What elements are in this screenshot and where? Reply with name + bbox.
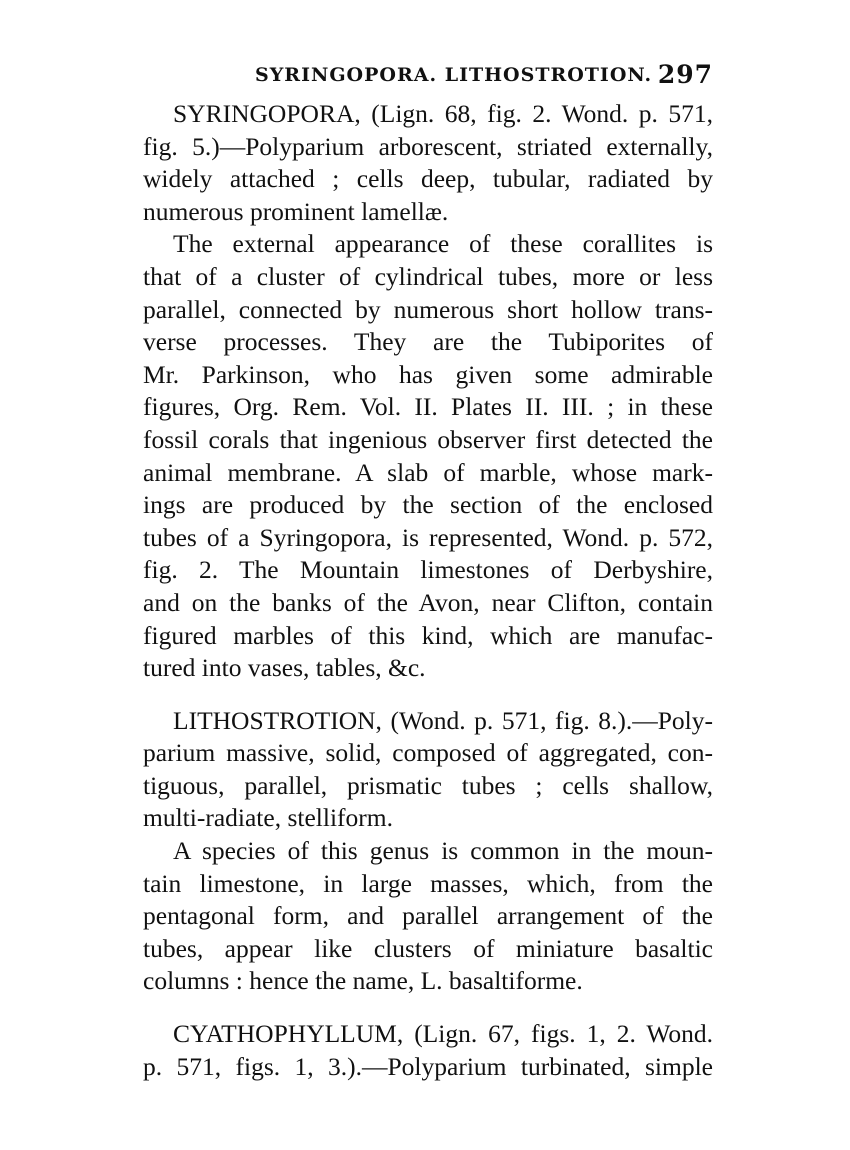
text-line: parallel, connected by numerous short hollow trans- [143,294,713,324]
text-line: pentagonal form, and parallel arrangement of the [143,901,713,931]
text-line: A species of this genus is common in the moun- [173,836,713,866]
text-line: The external appearance of these corallites is [173,229,713,259]
text-line: tiguous, parallel, prismatic tubes ; cells shallow, [143,770,713,800]
text-line: that of a cluster of cylindrical tubes, more or less [143,261,713,291]
running-head-title: SYRINGOPORA. LITHOSTROTION. [255,64,653,86]
text-line: CYATHOPHYLLUM, (Lign. 67, figs. 1, 2. Wond. [173,1019,713,1049]
text-line: figured marbles of this kind, which are manufac- [143,620,713,650]
text-line: and on the banks of the Avon, near Clifton, contain [143,587,713,617]
body-text [143,98,713,1083]
text-line: figures, Org. Rem. Vol. II. Plates II. III. ; in these [143,392,713,422]
text-line: p. 571, figs. 1, 3.).—Polyparium turbinated, simple [143,1051,713,1081]
text-line: LITHOSTROTION, (Wond. p. 571, fig. 8.).—Poly- [173,705,713,735]
text-line: widely attached ; cells deep, tubular, radiated by [143,164,713,194]
text-line: tured into vases, tables, &c. [143,653,426,683]
section-gap [143,998,713,1018]
running-head [143,58,713,98]
text-line: verse processes. They are the Tubiporites of [143,327,713,357]
text-line: fig. 2. The Mountain limestones of Derbyshire, [143,555,713,585]
text-line: animal membrane. A slab of marble, whose mark- [143,457,713,487]
text-line: fossil corals that ingenious observer first detected the [143,424,713,454]
paragraph-lithostrotion [143,705,713,835]
text-line: tubes, appear like clusters of miniature basaltic [143,933,713,963]
text-line: tain limestone, in large masses, which, from the [143,868,713,898]
page-number: 297 [657,60,713,89]
text-line: numerous prominent lamellæ. [143,196,449,226]
section-gap [143,685,713,705]
text-line: tubes of a Syringopora, is represented, Wond. p. 572, [143,522,713,552]
paragraph-cyathophyllum [143,1018,713,1083]
paragraph-lithostrotion-description [143,835,713,998]
paragraph-syringopora-description [143,228,713,684]
text-line: ings are produced by the section of the enclosed [143,490,713,520]
text-line: Mr. Parkinson, who has given some admirable [143,359,713,389]
book-page [143,58,713,1083]
text-line: columns : hence the name, L. basaltiforme. [143,966,583,996]
text-line: fig. 5.)—Polyparium arborescent, striated externally, [143,131,713,161]
text-line: multi-radiate, stelliform. [143,803,393,833]
paragraph-syringopora [143,98,713,228]
text-line: parium massive, solid, composed of aggregated, con- [143,738,713,768]
text-line: SYRINGOPORA, (Lign. 68, fig. 2. Wond. p. 571, [173,99,713,128]
